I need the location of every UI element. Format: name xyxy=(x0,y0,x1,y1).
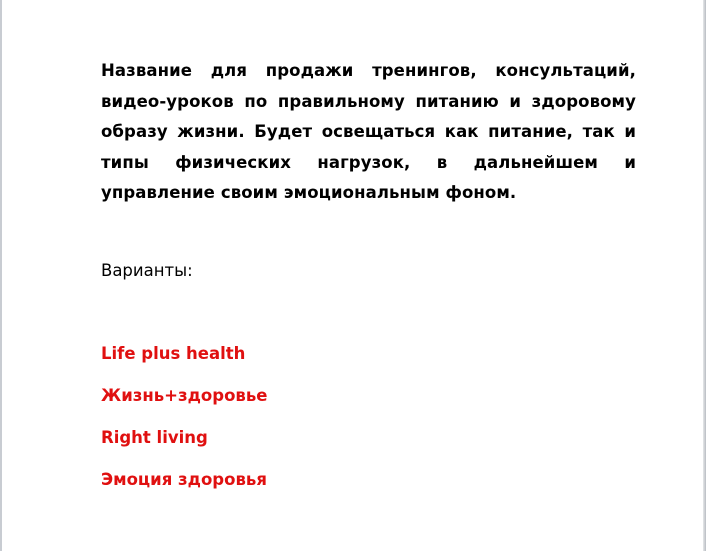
variants-label: Варианты: xyxy=(101,261,193,280)
document-content xyxy=(101,56,636,489)
name-option: Right living xyxy=(101,428,208,447)
name-option: Life plus health xyxy=(101,344,246,363)
name-option: Жизнь+здоровье xyxy=(101,386,268,405)
description-paragraph: Название для продажи тренингов, консультаций, видео-уроков по правильному питанию и здоровому образу жизни. Будет освещаться как питание, так и типы физических нагрузок, в дальнейшем и управление своим эмоциональным фоном. xyxy=(101,61,636,202)
name-option: Эмоция здоровья xyxy=(101,470,267,489)
page-left-border xyxy=(0,0,2,551)
name-options-list xyxy=(101,340,267,508)
